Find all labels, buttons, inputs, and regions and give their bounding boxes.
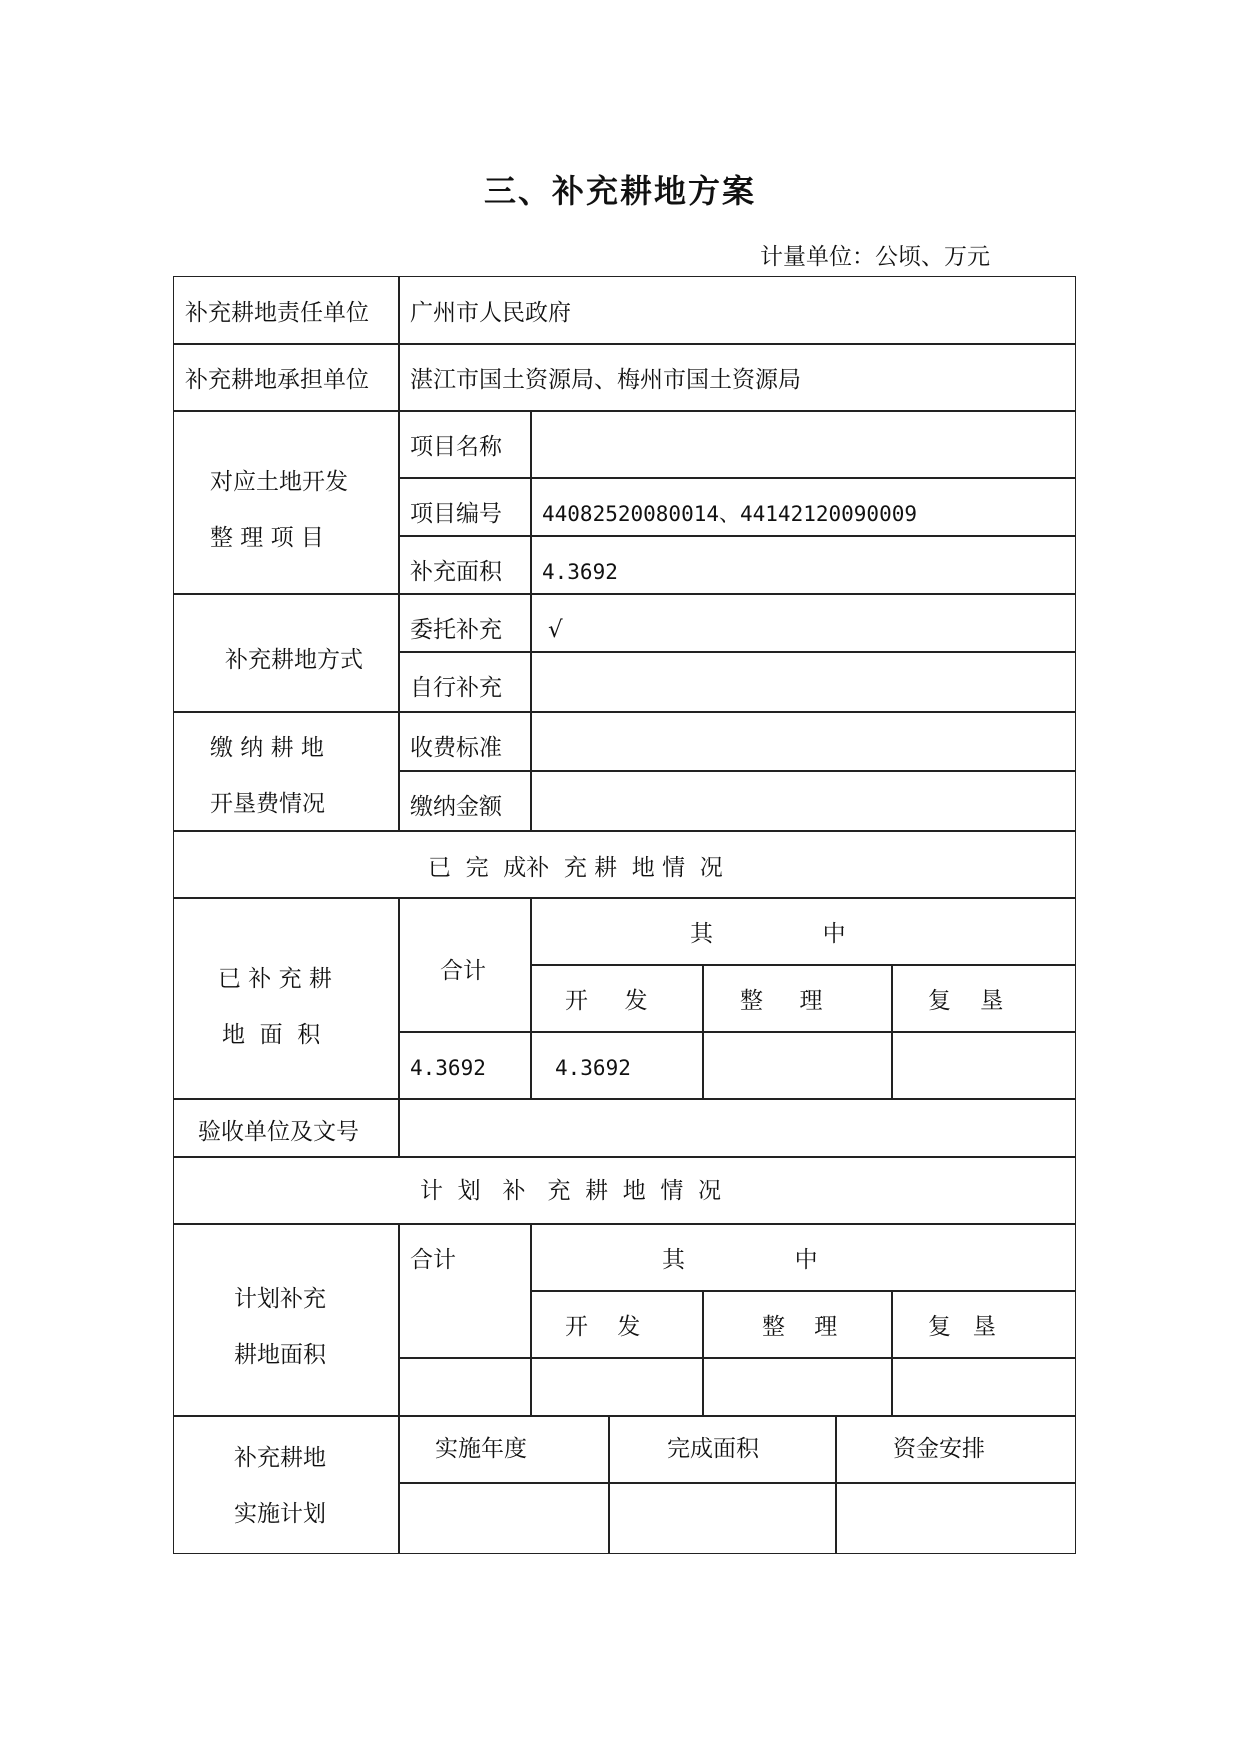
entrusted-checkmark: √ <box>548 617 563 643</box>
undertaking-unit-label: 补充耕地承担单位 <box>185 367 369 393</box>
row-divider <box>173 1223 1076 1225</box>
completed-total-value: 4.3692 <box>410 1056 486 1080</box>
row-divider <box>173 1156 1076 1158</box>
undertaking-unit-value: 湛江市国土资源局、梅州市国土资源局 <box>410 367 801 393</box>
implementation-label: 补充耕地 <box>234 1445 326 1471</box>
supplement-area-value: 4.3692 <box>542 560 618 584</box>
row-divider <box>398 1357 1076 1359</box>
fee-label: 缴 纳 耕 地 <box>210 735 324 761</box>
row-divider <box>530 964 1076 966</box>
implementation-funds-label: 资金安排 <box>893 1436 985 1462</box>
row-divider <box>398 477 1076 479</box>
planned-total-label: 合计 <box>410 1247 456 1273</box>
completed-development-value: 4.3692 <box>555 1056 631 1080</box>
col-divider <box>398 897 400 1156</box>
page-title: 三、补充耕地方案 <box>483 172 756 210</box>
row-divider <box>173 1098 1076 1100</box>
land-project-label: 对应土地开发 <box>210 469 348 495</box>
responsible-unit-label: 补充耕地责任单位 <box>185 300 369 326</box>
planned-consolidation-label: 整 理 <box>762 1314 838 1340</box>
unit-note: 计量单位：公顷、万元 <box>760 244 990 270</box>
planned-development-label: 开 发 <box>565 1314 641 1340</box>
completed-among-label: 其 中 <box>690 921 846 947</box>
fee-standard-label: 收费标准 <box>410 735 502 761</box>
completed-development-label: 开 发 <box>565 988 648 1014</box>
row-divider <box>173 410 1076 412</box>
col-divider <box>398 1223 400 1415</box>
completed-section-title: 已 完 成补 充 耕 地 情 况 <box>428 855 723 881</box>
col-divider <box>530 1223 532 1415</box>
self-supplement-label: 自行补充 <box>410 675 502 701</box>
row-divider <box>173 711 1076 713</box>
planned-area-label-line2: 耕地面积 <box>234 1342 326 1368</box>
row-divider <box>173 593 1076 595</box>
row-divider <box>173 830 1076 832</box>
row-divider <box>398 770 1076 772</box>
entrusted-label: 委托补充 <box>410 617 502 643</box>
implementation-area-label: 完成面积 <box>667 1436 759 1462</box>
col-divider <box>891 964 893 1098</box>
planned-among-label: 其 中 <box>662 1247 818 1273</box>
row-divider <box>173 343 1076 345</box>
row-divider <box>173 1415 1076 1417</box>
col-divider <box>702 1290 704 1415</box>
col-divider <box>702 964 704 1098</box>
row-divider <box>173 897 1076 899</box>
col-divider <box>530 897 532 1098</box>
col-divider <box>891 1290 893 1415</box>
col-divider <box>398 276 400 830</box>
project-name-label: 项目名称 <box>410 434 502 460</box>
method-label: 补充耕地方式 <box>225 647 363 673</box>
completed-consolidation-label: 整 理 <box>740 988 823 1014</box>
planned-section-title: 计 划 补 充 耕 地 情 况 <box>420 1178 721 1204</box>
implementation-label-line2: 实施计划 <box>234 1501 326 1527</box>
col-divider <box>835 1415 837 1554</box>
completed-total-label: 合计 <box>440 958 486 984</box>
responsible-unit-value: 广州市人民政府 <box>410 300 571 326</box>
row-divider <box>398 535 1076 537</box>
completed-area-label: 已 补 充 耕 <box>218 966 332 992</box>
project-code-value: 44082520080014、44142120090009 <box>542 502 918 526</box>
acceptance-label: 验收单位及文号 <box>198 1119 359 1145</box>
fee-amount-label: 缴纳金额 <box>410 794 502 820</box>
col-divider <box>398 1415 400 1554</box>
row-divider <box>398 651 1076 653</box>
completed-reclamation-label: 复 垦 <box>928 988 1004 1014</box>
col-divider <box>530 410 532 830</box>
fee-label-line2: 开垦费情况 <box>210 791 325 817</box>
supplement-area-label: 补充面积 <box>410 559 502 585</box>
land-project-label-line2: 整 理 项 目 <box>210 525 324 551</box>
completed-area-label-line2: 地 面 积 <box>222 1022 321 1048</box>
planned-reclamation-label: 复 垦 <box>928 1314 996 1340</box>
col-divider <box>608 1415 610 1554</box>
planned-area-label: 计划补充 <box>234 1286 326 1312</box>
row-divider <box>398 1482 1076 1484</box>
implementation-year-label: 实施年度 <box>435 1436 527 1462</box>
row-divider <box>530 1290 1076 1292</box>
project-code-label: 项目编号 <box>410 501 502 527</box>
row-divider <box>398 1031 1076 1033</box>
